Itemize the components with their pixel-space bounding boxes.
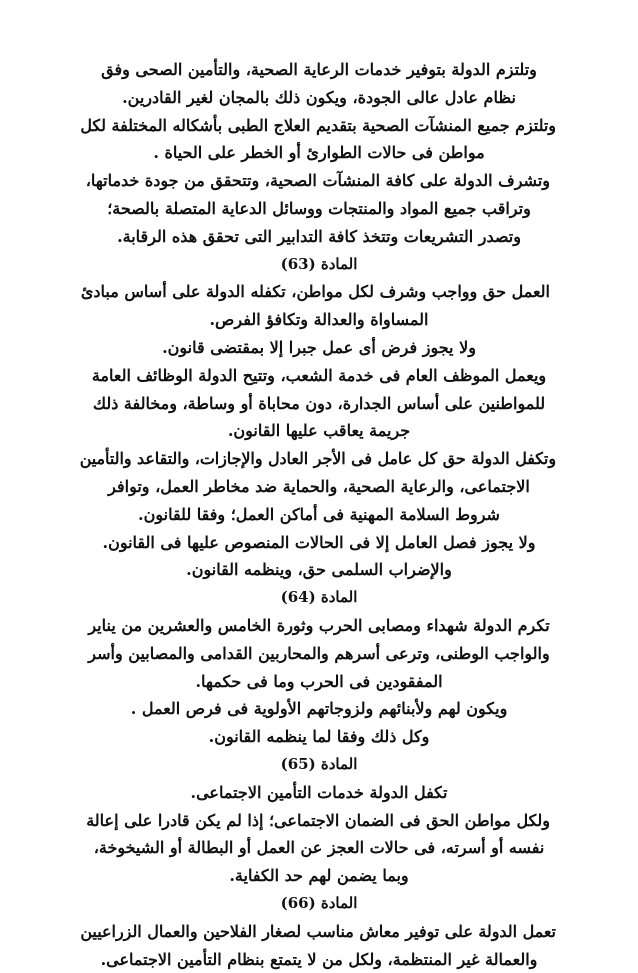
text-line: نظام عادل عالى الجودة، ويكون ذلك بالمجان لغير القادرين. (88, 84, 550, 112)
text-line: ولا يجوز فصل العامل إلا فى الحالات المنصوص عليها فى القانون. (88, 529, 550, 557)
text-line: والواجب الوطنى، وترعى أسرهم والمحاربين القدامى والمصابين وأسر (88, 640, 550, 668)
text-line: شروط السلامة المهنية فى أماكن العمل؛ وفقا للقانون. (88, 501, 550, 529)
text-line: المساواة والعدالة وتكافؤ الفرص. (88, 306, 550, 334)
text-line: مواطن فى حالات الطوارئ أو الخطر على الحياة . (88, 139, 550, 167)
text-line: نفسه أو أسرته، فى حالات العجز عن العمل أو البطالة أو الشيخوخة، (88, 834, 550, 862)
text-line: المفقودين فى الحرب وما فى حكمها. (88, 668, 550, 696)
text-line: تعمل الدولة على توفير معاش مناسب لصغار الفلاحين والعمال الزراعيين (82, 918, 556, 946)
paragraph (88, 167, 550, 250)
text-line: وكل ذلك وفقا لما ينظمه القانون. (88, 723, 550, 751)
paragraph (88, 334, 550, 362)
text-line: تكفل الدولة خدمات التأمين الاجتماعى. (88, 779, 550, 807)
text-line: وتكفل الدولة حق كل عامل فى الأجر العادل والإجازات، والتقاعد والتأمين (82, 445, 556, 473)
paragraph (88, 918, 550, 973)
text-line: وتراقب جميع المواد والمنتجات ووسائل الدعاية المتصلة بالصحة؛ (88, 195, 550, 223)
text-line: وتلتزم الدولة بتوفير خدمات الرعاية الصحية، والتأمين الصحى وفق (88, 56, 550, 84)
text-line: والعمالة غير المنتظمة، ولكل من لا يتمتع بنظام التأمين الاجتماعى. (88, 946, 550, 973)
text-line: وتصدر التشريعات وتتخذ كافة التدابير التى تحقق هذه الرقابة. (88, 223, 550, 251)
article-heading: المادة (64) (88, 584, 550, 612)
text-line: ولكل مواطن الحق فى الضمان الاجتماعى؛ إذا لم يكن قادرا على إعالة (88, 807, 550, 835)
document-body (88, 56, 550, 973)
paragraph (88, 612, 550, 695)
article-heading: المادة (65) (88, 751, 550, 779)
text-line: تكرم الدولة شهداء ومصابى الحرب وثورة الخامس والعشرين من يناير (88, 612, 550, 640)
text-line: وتلتزم جميع المنشآت الصحية بتقديم العلاج الطبى بأشكاله المختلفة لكل (82, 112, 556, 140)
paragraph (88, 56, 550, 112)
text-line: ويكون لهم ولأبنائهم ولزوجاتهم الأولوية فى فرص العمل . (88, 695, 550, 723)
text-line: ولا يجوز فرض أى عمل جبرا إلا بمقتضى قانون. (88, 334, 550, 362)
paragraph (88, 695, 550, 751)
paragraph (88, 112, 550, 168)
text-line: للمواطنين على أساس الجدارة، دون محاباة أو وساطة، ومخالفة ذلك (88, 390, 550, 418)
paragraph (88, 278, 550, 334)
text-line: والإضراب السلمى حق، وينظمه القانون. (88, 556, 550, 584)
text-line: العمل حق وواجب وشرف لكل مواطن، تكفله الدولة على أساس مبادئ (88, 278, 550, 306)
paragraph (88, 807, 550, 890)
text-line: جريمة يعاقب عليها القانون. (88, 417, 550, 445)
article-heading: المادة (63) (88, 251, 550, 279)
paragraph (88, 779, 550, 807)
text-line: ويعمل الموظف العام فى خدمة الشعب، وتتيح الدولة الوظائف العامة (88, 362, 550, 390)
text-line: وبما يضمن لهم حد الكفاية. (88, 862, 550, 890)
paragraph (88, 529, 550, 585)
text-line: الاجتماعى، والرعاية الصحية، والحماية ضد مخاطر العمل، وتوافر (88, 473, 550, 501)
paragraph (88, 445, 550, 528)
paragraph (88, 362, 550, 445)
article-heading: المادة (66) (88, 890, 550, 918)
text-line: وتشرف الدولة على كافة المنشآت الصحية، وتتحقق من جودة خدماتها، (88, 167, 550, 195)
